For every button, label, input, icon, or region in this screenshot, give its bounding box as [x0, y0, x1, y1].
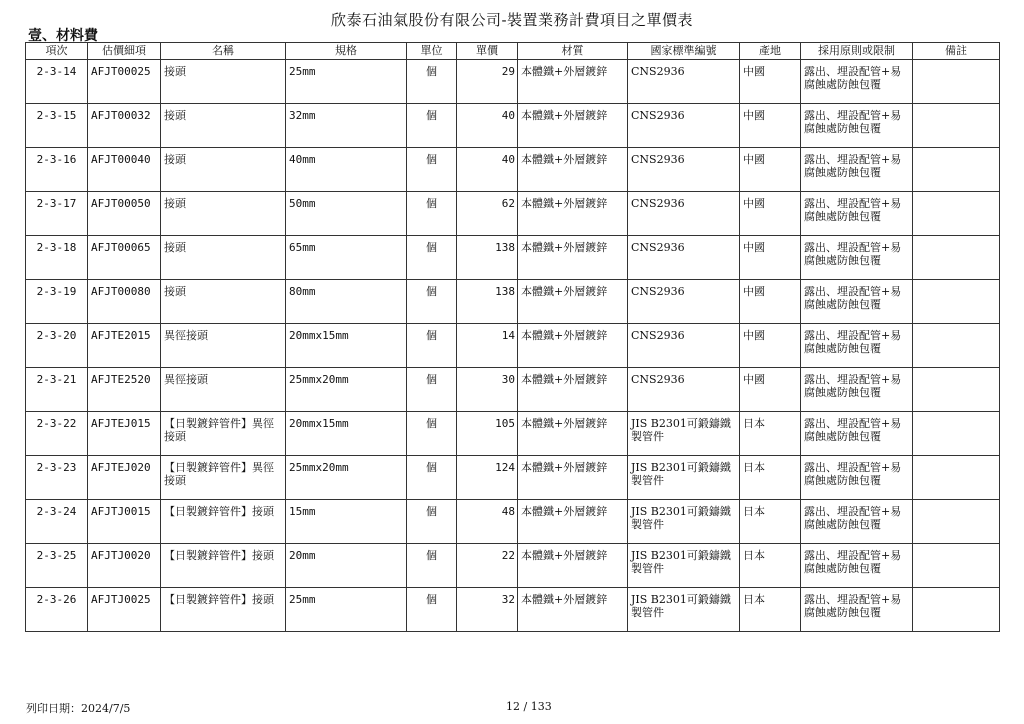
cell-rule: 露出、埋設配管+易腐蝕處防蝕包覆 [801, 588, 913, 632]
cell-spec: 80mm [286, 280, 407, 324]
cell-unit: 個 [407, 456, 457, 500]
header-material: 材質 [518, 43, 628, 60]
table-row [26, 148, 1000, 192]
cell-name: 【日製鍍鋅管件】異徑接頭 [161, 456, 286, 500]
cell-price: 138 [457, 280, 518, 324]
cell-origin: 日本 [740, 588, 801, 632]
cell-item: 2-3-19 [26, 280, 88, 324]
cell-spec: 20mm [286, 544, 407, 588]
cell-note [913, 500, 1000, 544]
cell-rule: 露出、埋設配管+易腐蝕處防蝕包覆 [801, 456, 913, 500]
cell-rule: 露出、埋設配管+易腐蝕處防蝕包覆 [801, 280, 913, 324]
cell-material: 本體鐵+外層鍍鋅 [518, 412, 628, 456]
cell-name: 接頭 [161, 104, 286, 148]
table-row [26, 280, 1000, 324]
cell-unit: 個 [407, 500, 457, 544]
table-row [26, 588, 1000, 632]
cell-code: AFJTEJ015 [88, 412, 161, 456]
price-table [25, 42, 1000, 632]
table-row [26, 236, 1000, 280]
cell-item: 2-3-21 [26, 368, 88, 412]
cell-price: 40 [457, 104, 518, 148]
cell-unit: 個 [407, 280, 457, 324]
cell-code: AFJTE2015 [88, 324, 161, 368]
cell-spec: 25mm [286, 588, 407, 632]
cell-price: 30 [457, 368, 518, 412]
cell-note [913, 192, 1000, 236]
cell-origin: 中國 [740, 148, 801, 192]
cell-spec: 20mmx15mm [286, 324, 407, 368]
cell-material: 本體鐵+外層鍍鋅 [518, 588, 628, 632]
cell-name: 接頭 [161, 60, 286, 104]
cell-spec: 25mm [286, 60, 407, 104]
cell-note [913, 148, 1000, 192]
cell-standard: JIS B2301可鍛鑄鐵製管件 [628, 412, 740, 456]
table-header-row [26, 43, 1000, 60]
header-spec: 規格 [286, 43, 407, 60]
cell-rule: 露出、埋設配管+易腐蝕處防蝕包覆 [801, 368, 913, 412]
cell-origin: 日本 [740, 456, 801, 500]
cell-standard: JIS B2301可鍛鑄鐵製管件 [628, 456, 740, 500]
cell-standard: CNS2936 [628, 280, 740, 324]
cell-code: AFJT00040 [88, 148, 161, 192]
cell-code: AFJT00080 [88, 280, 161, 324]
cell-standard: JIS B2301可鍛鑄鐵製管件 [628, 544, 740, 588]
table-row [26, 324, 1000, 368]
cell-name: 異徑接頭 [161, 324, 286, 368]
cell-name: 【日製鍍鋅管件】接頭 [161, 588, 286, 632]
cell-standard: JIS B2301可鍛鑄鐵製管件 [628, 588, 740, 632]
cell-item: 2-3-20 [26, 324, 88, 368]
cell-rule: 露出、埋設配管+易腐蝕處防蝕包覆 [801, 324, 913, 368]
cell-name: 【日製鍍鋅管件】接頭 [161, 544, 286, 588]
cell-price: 48 [457, 500, 518, 544]
cell-unit: 個 [407, 104, 457, 148]
cell-note [913, 324, 1000, 368]
table-row [26, 60, 1000, 104]
header-note: 備註 [913, 43, 1000, 60]
cell-name: 【日製鍍鋅管件】接頭 [161, 500, 286, 544]
cell-name: 接頭 [161, 280, 286, 324]
cell-name: 接頭 [161, 192, 286, 236]
cell-rule: 露出、埋設配管+易腐蝕處防蝕包覆 [801, 412, 913, 456]
cell-origin: 中國 [740, 368, 801, 412]
cell-unit: 個 [407, 588, 457, 632]
cell-rule: 露出、埋設配管+易腐蝕處防蝕包覆 [801, 544, 913, 588]
cell-price: 32 [457, 588, 518, 632]
cell-item: 2-3-22 [26, 412, 88, 456]
table-row [26, 544, 1000, 588]
cell-standard: CNS2936 [628, 104, 740, 148]
cell-rule: 露出、埋設配管+易腐蝕處防蝕包覆 [801, 60, 913, 104]
cell-material: 本體鐵+外層鍍鋅 [518, 280, 628, 324]
cell-price: 14 [457, 324, 518, 368]
cell-origin: 中國 [740, 60, 801, 104]
cell-material: 本體鐵+外層鍍鋅 [518, 104, 628, 148]
cell-material: 本體鐵+外層鍍鋅 [518, 324, 628, 368]
cell-standard: CNS2936 [628, 324, 740, 368]
cell-code: AFJTJ0015 [88, 500, 161, 544]
cell-material: 本體鐵+外層鍍鋅 [518, 192, 628, 236]
cell-standard: CNS2936 [628, 148, 740, 192]
cell-material: 本體鐵+外層鍍鋅 [518, 368, 628, 412]
cell-rule: 露出、埋設配管+易腐蝕處防蝕包覆 [801, 236, 913, 280]
cell-origin: 日本 [740, 500, 801, 544]
cell-material: 本體鐵+外層鍍鋅 [518, 236, 628, 280]
cell-note [913, 412, 1000, 456]
cell-spec: 50mm [286, 192, 407, 236]
table-row [26, 500, 1000, 544]
cell-spec: 15mm [286, 500, 407, 544]
cell-unit: 個 [407, 324, 457, 368]
cell-code: AFJT00065 [88, 236, 161, 280]
cell-item: 2-3-25 [26, 544, 88, 588]
page-number: 12 / 133 [506, 700, 552, 713]
cell-note [913, 456, 1000, 500]
cell-origin: 中國 [740, 236, 801, 280]
cell-item: 2-3-26 [26, 588, 88, 632]
table-row [26, 192, 1000, 236]
cell-price: 124 [457, 456, 518, 500]
cell-unit: 個 [407, 368, 457, 412]
cell-item: 2-3-15 [26, 104, 88, 148]
table-row [26, 456, 1000, 500]
cell-item: 2-3-14 [26, 60, 88, 104]
cell-note [913, 368, 1000, 412]
cell-item: 2-3-18 [26, 236, 88, 280]
cell-standard: CNS2936 [628, 192, 740, 236]
cell-code: AFJT00050 [88, 192, 161, 236]
cell-spec: 25mmx20mm [286, 456, 407, 500]
cell-rule: 露出、埋設配管+易腐蝕處防蝕包覆 [801, 500, 913, 544]
cell-material: 本體鐵+外層鍍鋅 [518, 60, 628, 104]
cell-spec: 40mm [286, 148, 407, 192]
print-date: 列印日期：2024/7/5 [26, 702, 131, 715]
section-heading: 壹、材料費 [28, 28, 98, 44]
cell-standard: CNS2936 [628, 236, 740, 280]
cell-rule: 露出、埋設配管+易腐蝕處防蝕包覆 [801, 192, 913, 236]
cell-material: 本體鐵+外層鍍鋅 [518, 500, 628, 544]
cell-code: AFJTEJ020 [88, 456, 161, 500]
cell-name: 異徑接頭 [161, 368, 286, 412]
cell-note [913, 280, 1000, 324]
cell-name: 接頭 [161, 236, 286, 280]
cell-origin: 日本 [740, 412, 801, 456]
page-title: 欣泰石油氣股份有限公司-裝置業務計費項目之單價表 [330, 11, 694, 29]
cell-spec: 25mmx20mm [286, 368, 407, 412]
cell-origin: 中國 [740, 324, 801, 368]
cell-note [913, 60, 1000, 104]
cell-unit: 個 [407, 544, 457, 588]
cell-price: 105 [457, 412, 518, 456]
header-rule: 採用原則或限制 [801, 43, 913, 60]
cell-price: 62 [457, 192, 518, 236]
cell-note [913, 236, 1000, 280]
cell-unit: 個 [407, 60, 457, 104]
table-row [26, 104, 1000, 148]
cell-spec: 65mm [286, 236, 407, 280]
cell-spec: 20mmx15mm [286, 412, 407, 456]
header-origin: 產地 [740, 43, 801, 60]
cell-name: 【日製鍍鋅管件】異徑接頭 [161, 412, 286, 456]
cell-item: 2-3-17 [26, 192, 88, 236]
cell-unit: 個 [407, 236, 457, 280]
cell-code: AFJTJ0025 [88, 588, 161, 632]
header-unit: 單位 [407, 43, 457, 60]
table-row [26, 368, 1000, 412]
cell-rule: 露出、埋設配管+易腐蝕處防蝕包覆 [801, 148, 913, 192]
header-name: 名稱 [161, 43, 286, 60]
cell-origin: 日本 [740, 544, 801, 588]
cell-item: 2-3-16 [26, 148, 88, 192]
cell-price: 40 [457, 148, 518, 192]
cell-standard: CNS2936 [628, 60, 740, 104]
cell-origin: 中國 [740, 280, 801, 324]
cell-unit: 個 [407, 148, 457, 192]
cell-item: 2-3-24 [26, 500, 88, 544]
cell-standard: CNS2936 [628, 368, 740, 412]
cell-price: 29 [457, 60, 518, 104]
cell-unit: 個 [407, 192, 457, 236]
cell-material: 本體鐵+外層鍍鋅 [518, 148, 628, 192]
cell-note [913, 104, 1000, 148]
cell-material: 本體鐵+外層鍍鋅 [518, 544, 628, 588]
cell-item: 2-3-23 [26, 456, 88, 500]
cell-code: AFJT00032 [88, 104, 161, 148]
cell-price: 22 [457, 544, 518, 588]
cell-origin: 中國 [740, 192, 801, 236]
cell-note [913, 588, 1000, 632]
cell-material: 本體鐵+外層鍍鋅 [518, 456, 628, 500]
cell-name: 接頭 [161, 148, 286, 192]
table-row [26, 412, 1000, 456]
cell-code: AFJTJ0020 [88, 544, 161, 588]
cell-unit: 個 [407, 412, 457, 456]
header-standard: 國家標準編號 [628, 43, 740, 60]
cell-note [913, 544, 1000, 588]
cell-price: 138 [457, 236, 518, 280]
cell-standard: JIS B2301可鍛鑄鐵製管件 [628, 500, 740, 544]
header-price: 單價 [457, 43, 518, 60]
header-item: 項次 [26, 43, 88, 60]
cell-rule: 露出、埋設配管+易腐蝕處防蝕包覆 [801, 104, 913, 148]
cell-origin: 中國 [740, 104, 801, 148]
cell-code: AFJT00025 [88, 60, 161, 104]
cell-spec: 32mm [286, 104, 407, 148]
cell-code: AFJTE2520 [88, 368, 161, 412]
header-code: 估價細項 [88, 43, 161, 60]
